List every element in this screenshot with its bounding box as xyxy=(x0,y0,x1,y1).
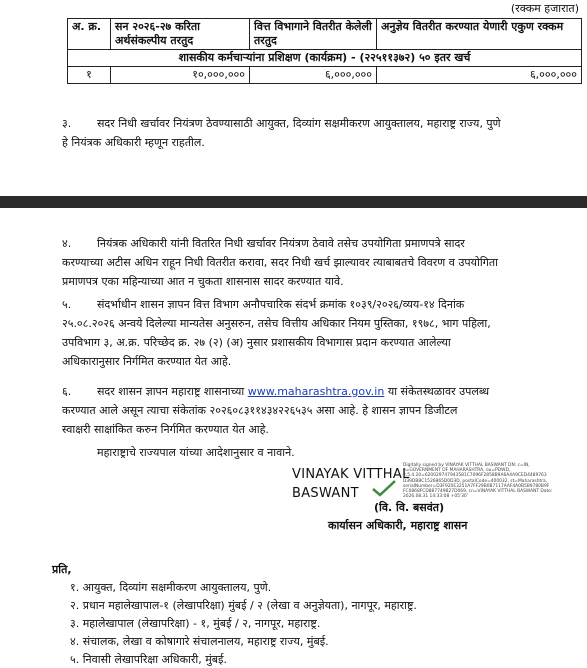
para-3-number: ३. xyxy=(62,117,72,130)
para-3-line: हे नियंत्रक अधिकारी म्हणून राहतील. xyxy=(62,136,205,149)
para-4-line: नियंत्रक अधिकारी यांनी वितरित निधी खर्चावर नियंत्रण ठेवावे तसेच उपयोगिता प्रमाणपत्रे सादर xyxy=(97,237,465,250)
para-5-line: संदर्भाधीन शासन ज्ञापन वित्त विभाग अनौपचारिक संदर्भ क्रमांक १०३९/२०२६/व्यय-१४ दिनांक xyxy=(97,298,465,311)
recipient-item: ३. महालेखापाल (लेखापरिक्षा) - १, मुंबई / २, नागपूर, महाराष्ट्र. xyxy=(70,617,321,630)
para-6-line xyxy=(97,384,489,400)
para-6-line: स्वाक्षरी साक्षांकित करुन निर्गमित करण्यात येत आहे. xyxy=(62,423,269,436)
para-6-text: सदर शासन ज्ञापन महाराष्ट्र शासनाच्या xyxy=(97,385,245,398)
table-header-cell: अ. क्र. xyxy=(68,19,111,50)
recipients-heading: प्रति, xyxy=(52,563,72,576)
table-subheader-row xyxy=(68,50,582,67)
recipient-item: ५. निवासी लेखापरिक्षा अधिकारी, मुंबई. xyxy=(70,653,227,666)
para-6-number: ६. xyxy=(62,385,72,398)
table-header-cell: अनुज्ञेय वितरीत करण्यात येणारी एकुण रक्कम xyxy=(377,19,582,50)
para-4-line: प्रमाणपत्र एका महिन्याच्या आत न चुकता शासनास सादर करण्यात यावे. xyxy=(62,275,344,288)
para-5-number: ५. xyxy=(62,298,72,311)
digital-signature-stamp: Digitally signed by VINAYAK VITTHAL BASWANT DN: c=IN, o=GOVERNMENT OF MAHARASHTRA, ou=PDWD, 2.5.4.20=620029747943581C7096F2858B9A6A4A9CED4489763 D39DBBC1526865D0D3D, postalCode=400032, st=Maharashtra, serialNumber=D3F920E3251A7FF29B0B7117AAF4A0B5B9780B9F FC0868FCD887749B27D069, cn=VINAYAK VITTHAL BASWANT Date: 2026.08.31 14:33:08 +05'30' xyxy=(403,463,553,500)
digital-signature-check-icon xyxy=(370,478,398,498)
para-5-line: अधिकारानुसार निर्गमित करण्यात येत आहे. xyxy=(62,355,232,368)
budget-table xyxy=(67,18,582,84)
para-6-line: करण्यात आले असून त्याचा संकेतांक २०२६०८३११४३४२२६५३५ असा आहे. हे शासन ज्ञापन डिजीटल xyxy=(62,404,458,417)
table-cell: ६,०००,००० xyxy=(250,67,377,84)
signer-name-line: VINAYAK VITTHAL xyxy=(292,467,410,482)
recipient-item: २. प्रधान महालेखापाल-१ (लेखापरिक्षा) मुंबई / २ (लेखा व अनुज्ञेयता), नागपूर, महाराष्ट्र. xyxy=(70,599,417,612)
table-row xyxy=(68,67,582,84)
amount-unit-note: (रक्कम हजारात) xyxy=(510,2,579,15)
website-link[interactable]: www.maharashtra.gov.in xyxy=(247,385,385,398)
signer-name-line: BASWANT xyxy=(292,486,359,501)
table-cell: ६,०००,००० xyxy=(377,67,582,84)
table-header-cell: सन २०२६-२७ करिता अर्थसंकल्पीय तरतुद xyxy=(111,19,250,50)
recipient-item: ४. संचालक, लेखा व कोषागारे संचालनालय, महाराष्ट्र राज्य, मुंबई. xyxy=(70,635,329,648)
para-3-line: सदर निधी खर्चावर नियंत्रण ठेवण्यासाठी आयुक्त, दिव्यांग सक्षमीकरण आयुक्तालय, महाराष्ट्र राज्य, पुणे xyxy=(97,117,501,130)
para-5-line: २५.०८.२०२६ अन्वये दिलेल्या मान्यतेस अनुसरुन, तसेच वित्तीय अधिकार नियम पुस्तिका, १९७८, भाग पहिला, xyxy=(62,317,491,330)
closing-line-text: महाराष्ट्राचे राज्यपाल यांच्या आदेशानुसार व नावाने. xyxy=(97,446,295,459)
para-5-line: उपविभाग ३, अ.क्र. परिच्छेद क्र. २७ (२) (अ) नुसार प्रशासकीय विभागास प्रदान करण्यात आलेल्या xyxy=(62,336,451,349)
para-6-text: या संकेतस्थळावर उपलब्ध xyxy=(387,385,490,398)
table-header-row xyxy=(68,19,582,50)
scheme-title: शासकीय कर्मचाऱ्यांना प्रशिक्षण (कार्यक्रम) - (२२५११३७२) ५० इतर खर्च xyxy=(68,50,582,67)
signer-designation: कार्यासन अधिकारी, महाराष्ट्र शासन xyxy=(328,519,468,532)
page-break-divider xyxy=(0,196,587,208)
table-cell: १ xyxy=(68,67,111,84)
signer-name-marathi: (वि. वि. बसवंत) xyxy=(374,501,445,514)
table-cell: १०,०००,००० xyxy=(111,67,250,84)
recipient-item: १. आयुक्त, दिव्यांग सक्षमीकरण आयुक्तालय, पुणे. xyxy=(70,581,272,594)
para-4-number: ४. xyxy=(62,237,72,250)
para-4-line: करण्याच्या अटीस अधिन राहून निधी वितरीत करावा, सदर निधी खर्च झाल्यावर त्याबाबतचे विवरण व उपयोगिता xyxy=(62,256,499,269)
table-header-cell: वित्त विभागाने वितरीत केलेली तरतुद xyxy=(250,19,377,50)
